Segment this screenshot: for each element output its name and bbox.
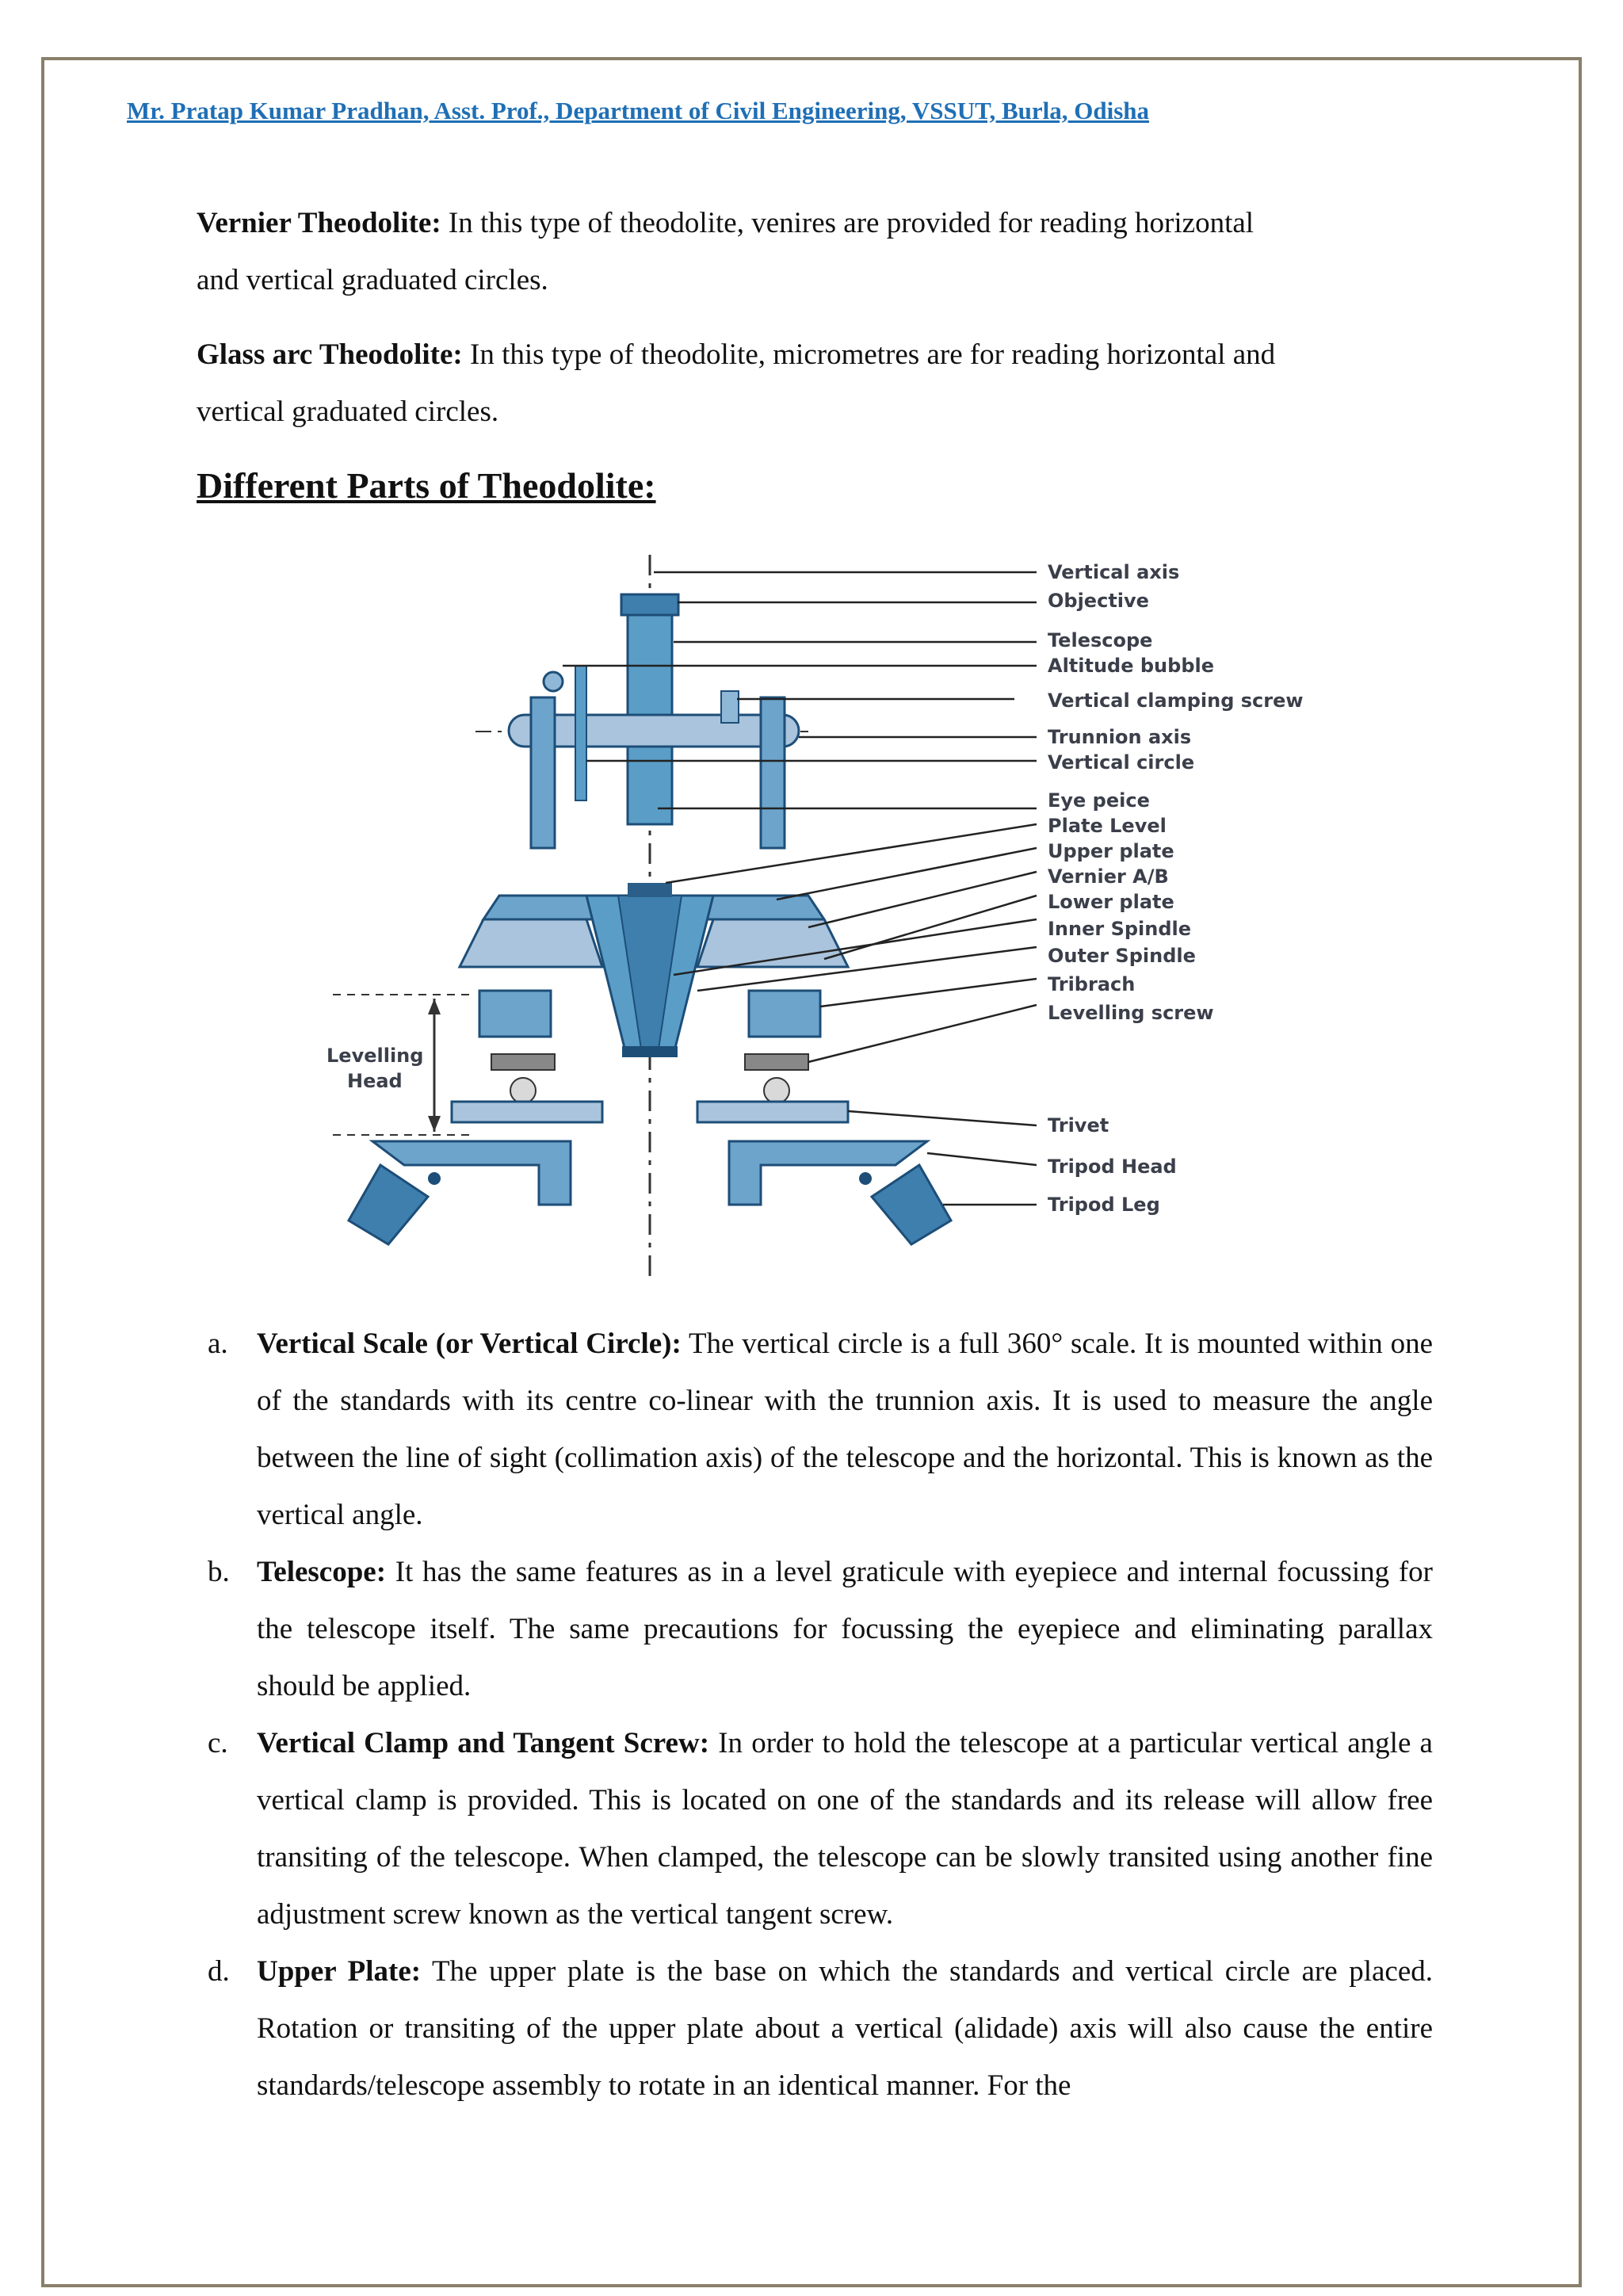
list-item: a. Vertical Scale (or Vertical Circle): The vertical circle is a full 360° scale. It is mounted within one of the standards with its centre co-linear with the trunnion axis. It is used to measure the angle between the line of sight (collimation axis) of the telescope and the horizontal. This is known as the vertical angle.: [208, 1328, 1433, 1531]
label-eye-peice: Eye peice: [1048, 789, 1150, 812]
objective-shape: [621, 594, 678, 615]
label-upper-plate: Upper plate: [1048, 840, 1174, 862]
trivet-left: [452, 1102, 602, 1122]
page-header: Mr. Pratap Kumar Pradhan, Asst. Prof., Department of Civil Engineering, VSSUT, Burla, Odisha: [127, 97, 1150, 124]
trivet-right: [697, 1102, 848, 1122]
label-inner-spindle: Inner Spindle: [1048, 918, 1192, 940]
right-standard: [761, 697, 785, 848]
clamp-screw-shape: [721, 691, 739, 723]
item-term: Upper Plate:: [257, 1955, 422, 1988]
tripod-leg-right: [872, 1165, 951, 1244]
label-trunnion-axis: Trunnion axis: [1048, 726, 1192, 748]
label-altitude-bubble: Altitude bubble: [1048, 655, 1214, 677]
intro-glass-arc: Glass arc Theodolite: In this type of theodolite, micrometres are for reading horizontal and vertical graduated circles.: [197, 338, 1276, 428]
tribrach-center: [622, 1046, 678, 1057]
list-item: c. Vertical Clamp and Tangent Screw: In order to hold the telescope at a particular vertical angle a vertical clamp is provided. This is located on one of the standards and its release will allow free transiting of the telescope. When clamped, the telescope can be slowly transited using another fine adjustment screw known as the vertical tangent screw.: [208, 1727, 1433, 1931]
parts-list: [197, 1316, 1433, 2115]
label-vertical-axis: Vertical axis: [1048, 561, 1180, 583]
altitude-bubble-shape: [544, 672, 563, 691]
intro-term: Vernier Theodolite:: [197, 207, 441, 239]
part-labels: [1048, 561, 1304, 1216]
label-trivet: Trivet: [1048, 1114, 1109, 1137]
label-vernier-ab: Vernier A/B: [1048, 865, 1169, 888]
label-objective: Objective: [1048, 590, 1149, 612]
label-lower-plate: Lower plate: [1048, 891, 1174, 913]
tribrach-left: [479, 991, 551, 1037]
tripod-leg-left: [349, 1165, 428, 1244]
section-title: Different Parts of Theodolite:: [197, 465, 656, 506]
item-term: Telescope:: [257, 1556, 387, 1588]
label-plate-level: Plate Level: [1048, 815, 1167, 837]
label-tripod-head: Tripod Head: [1048, 1156, 1177, 1178]
vertical-circle-shape: [575, 666, 586, 800]
label-levelling-screw: Levelling screw: [1048, 1002, 1214, 1024]
intro-term: Glass arc Theodolite:: [197, 338, 463, 371]
label-tripod-leg: Tripod Leg: [1048, 1194, 1160, 1216]
levelling-head-label-1: Levelling: [327, 1045, 424, 1067]
label-telescope: Telescope: [1048, 629, 1153, 651]
telescope-shape: [628, 602, 672, 824]
list-item: b. Telescope: It has the same features as in a level graticule with eyepiece and internal focussing for the telescope itself. The same precautions for focussing the eyepiece and eliminating parallax should be applied.: [208, 1556, 1433, 1702]
intro-vernier: Vernier Theodolite: In this type of theodolite, venires are provided for reading horizontal and vertical graduated circles.: [197, 207, 1254, 296]
item-term: Vertical Clamp and Tangent Screw:: [257, 1727, 710, 1759]
levelling-head-label-2: Head: [347, 1070, 403, 1092]
label-tribrach: Tribrach: [1048, 973, 1136, 995]
levelling-screw-right: [745, 1054, 808, 1070]
levelling-screw-left: [491, 1054, 555, 1070]
tribrach-right: [749, 991, 820, 1037]
list-item: d. Upper Plate: The upper plate is the base on which the standards and vertical circle are placed. Rotation or transiting of the upper plate about a vertical (alidade) axis will also cause the entire standards/telescope assembly to rotate in an identical manner. For the: [208, 1955, 1433, 2102]
theodolite-diagram: [301, 547, 1331, 1292]
item-term: Vertical Scale (or Vertical Circle):: [257, 1328, 682, 1360]
plate-level-shape: [628, 883, 672, 897]
left-standard: [531, 697, 555, 848]
label-vertical-circle: Vertical circle: [1048, 751, 1195, 774]
label-vertical-clamping-screw: Vertical clamping screw: [1048, 690, 1304, 712]
label-outer-spindle: Outer Spindle: [1048, 945, 1196, 967]
vernier-left: [460, 919, 602, 967]
